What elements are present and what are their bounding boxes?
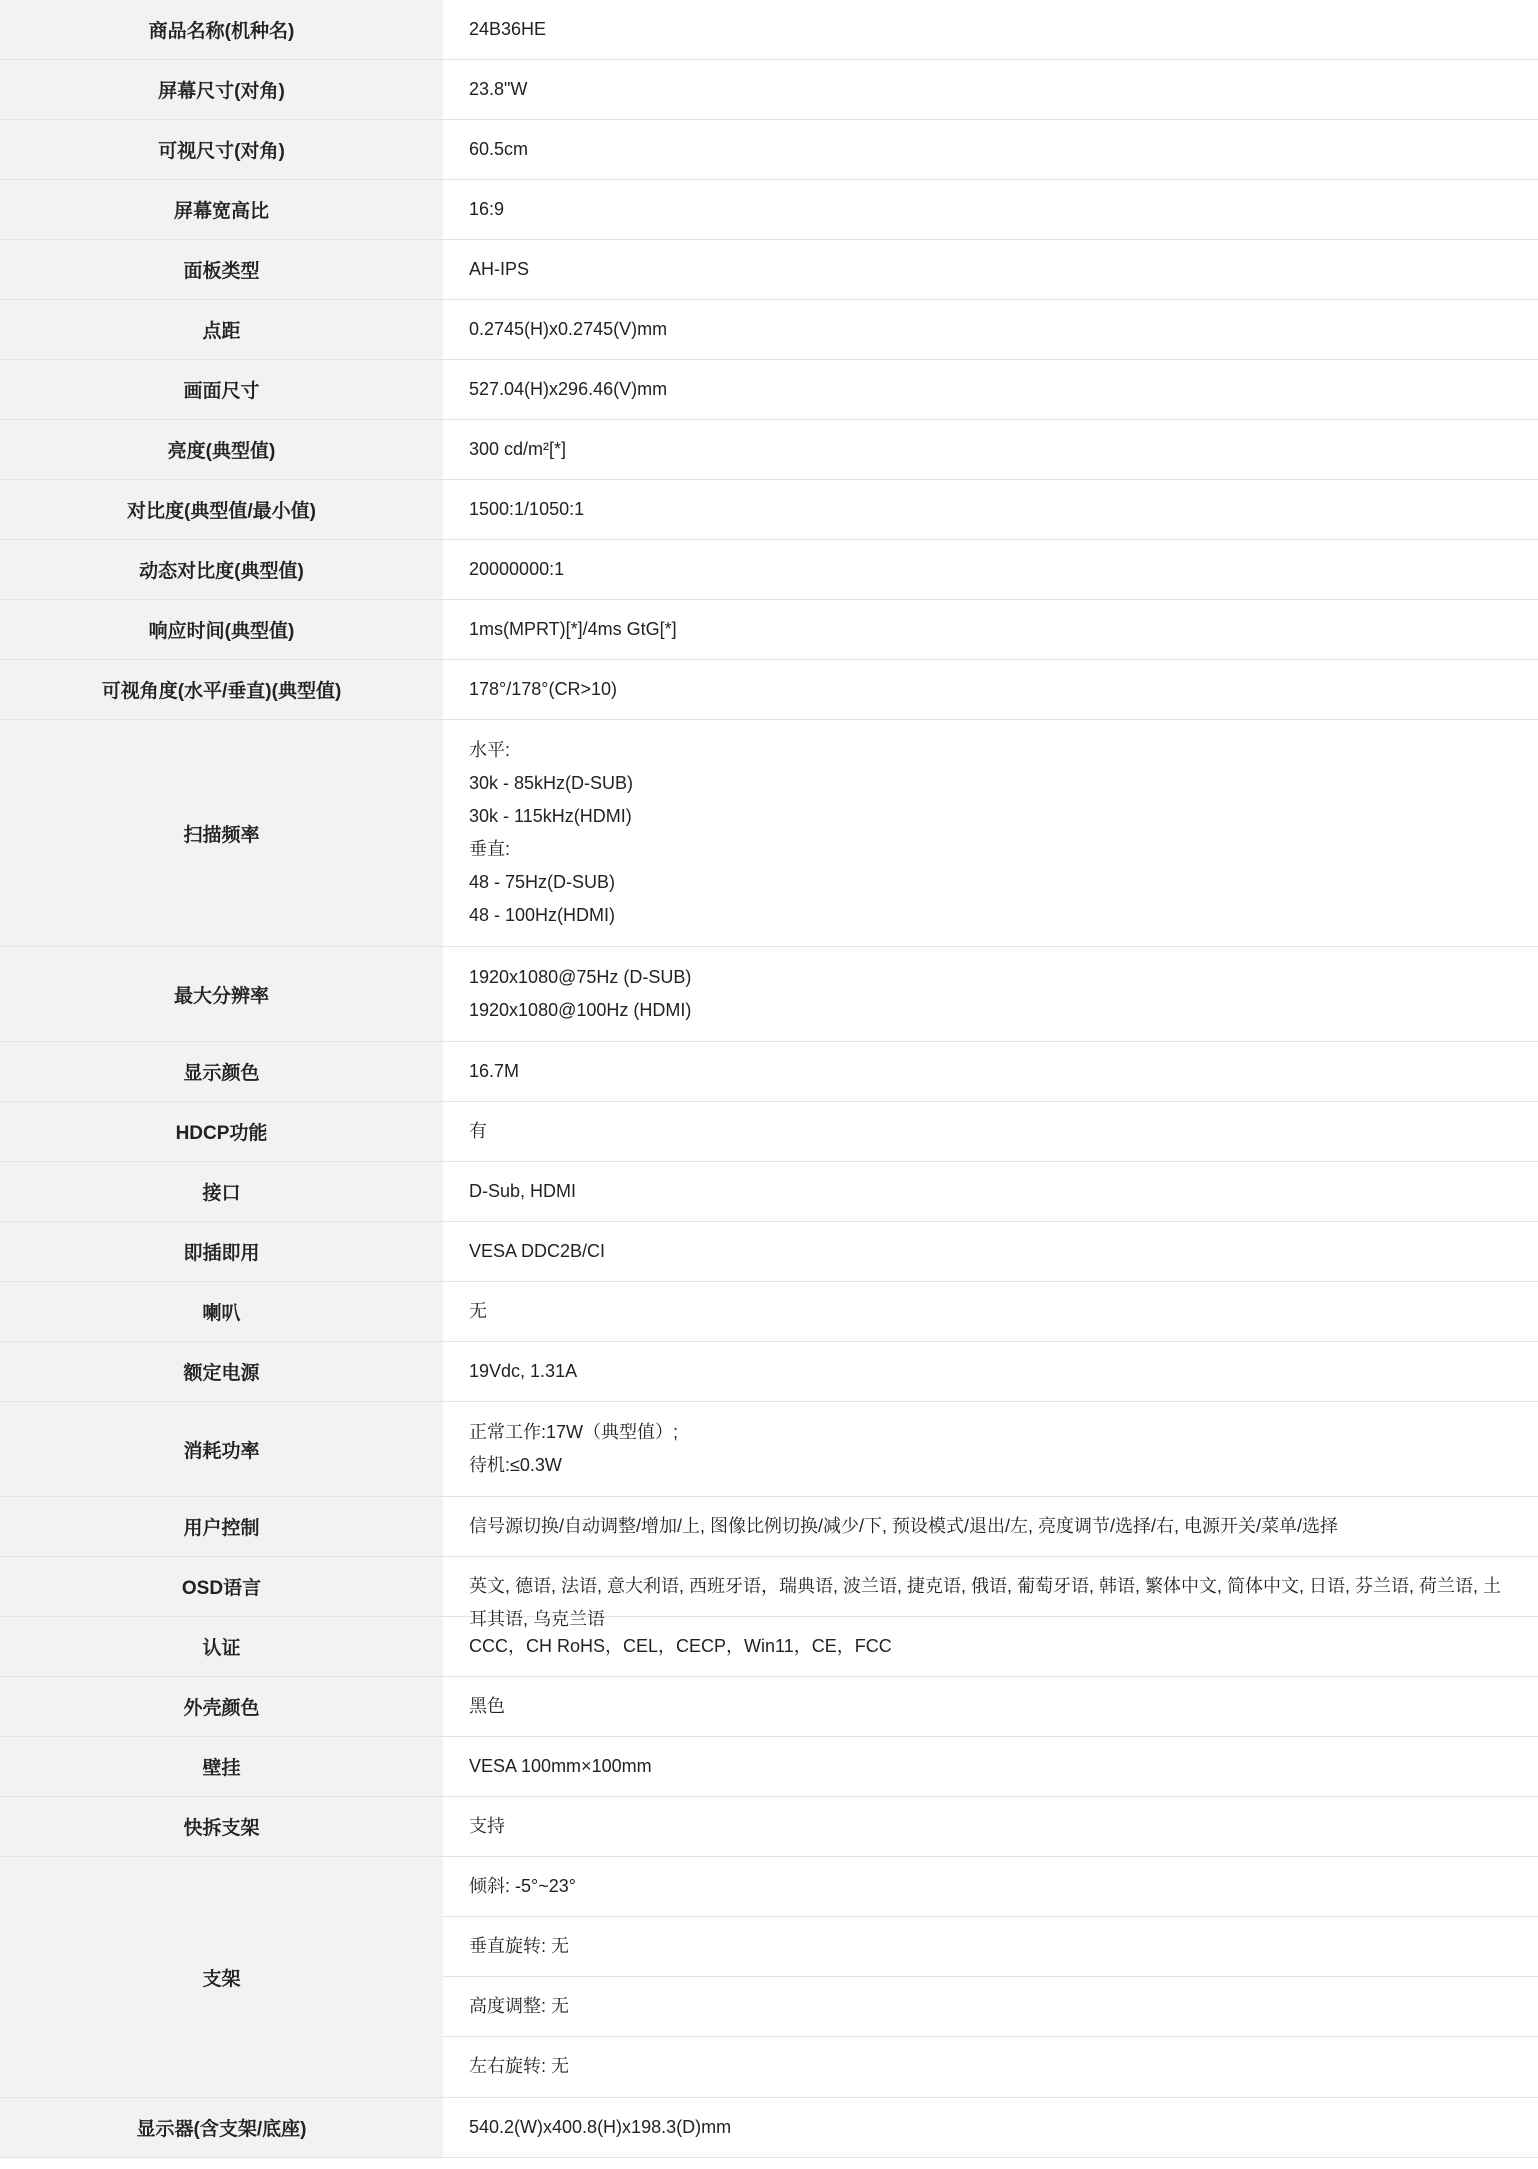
spec-value-line: 30k - 85kHz(D-SUB) — [469, 773, 634, 793]
spec-row-6 — [0, 360, 1538, 420]
spec-label: 外壳颜色 — [0, 1677, 443, 1736]
spec-label: 用户控制 — [0, 1497, 443, 1556]
spec-value-line: 信号源切换/自动调整/增加/上, 图像比例切换/减少/下, 预设模式/退出/左, 亮度调节/选择/右, 电源开关/菜单/选择 — [469, 1516, 1339, 1536]
spec-value-line: 待机:≤0.3W — [469, 1455, 562, 1475]
spec-value-line: D-Sub, HDMI — [469, 1181, 577, 1201]
spec-value — [443, 1677, 1538, 1736]
spec-row-12 — [0, 720, 1538, 947]
spec-value-line: 垂直: — [469, 839, 511, 859]
spec-value-line: 178°/178°(CR>10) — [469, 679, 617, 699]
stand-sub-item: 垂直旋转: 无 — [443, 1917, 1538, 1977]
spec-value-line: 0.2745(H)x0.2745(V)mm — [469, 319, 668, 339]
spec-value-line: CCC，CH RoHS，CEL，CECP，Win11，CE，FCC — [469, 1636, 892, 1656]
spec-label: 接口 — [0, 1162, 443, 1221]
spec-value-line: 1ms(MPRT)[*]/4ms GtG[*] — [469, 619, 677, 639]
spec-value-line: 英文, 德语, 法语, 意大利语, 西班牙语，瑞典语, 波兰语, 捷克语, 俄语, 葡萄牙语, 韩语, 繁体中文, 简体中文, 日语, 芬兰语, 荷兰语, 土耳其语, 乌克兰语 — [469, 1576, 1502, 1629]
spec-label: 可视角度(水平/垂直)(典型值) — [0, 660, 443, 719]
spec-value-line: 48 - 75Hz(D-SUB) — [469, 872, 616, 892]
spec-label: 最大分辨率 — [0, 947, 443, 1041]
spec-value — [443, 1402, 1538, 1496]
spec-value — [443, 1282, 1538, 1341]
spec-value-line: 支持 — [469, 1816, 505, 1836]
stand-sub-list — [443, 1857, 1538, 2097]
spec-value — [443, 1737, 1538, 1796]
spec-value — [443, 1557, 1538, 1629]
spec-label: 屏幕宽高比 — [0, 180, 443, 239]
spec-value-line: 正常工作:17W（典型值）; — [469, 1422, 679, 1442]
spec-value — [443, 1102, 1538, 1161]
spec-label: 商品名称(机种名) — [0, 0, 443, 59]
spec-value — [443, 180, 1538, 239]
spec-row-dimensions — [0, 2098, 1538, 2158]
spec-label: 显示器(含支架/底座) — [0, 2098, 443, 2157]
spec-row-22 — [0, 1557, 1538, 1629]
spec-label: 可视尺寸(对角) — [0, 120, 443, 179]
spec-row-4 — [0, 240, 1538, 300]
spec-value — [443, 1342, 1538, 1401]
spec-label: 支架 — [0, 1857, 443, 2097]
spec-label: 壁挂 — [0, 1737, 443, 1796]
spec-label: 快拆支架 — [0, 1797, 443, 1856]
spec-value-line: 20000000:1 — [469, 559, 565, 579]
spec-label: 认证 — [0, 1617, 443, 1676]
spec-row-1 — [0, 60, 1538, 120]
spec-row-stand — [0, 1857, 1538, 2098]
spec-value — [443, 0, 1538, 59]
spec-value-line: 1920x1080@75Hz (D-SUB) — [469, 967, 692, 987]
spec-value — [443, 480, 1538, 539]
spec-value-line: 1920x1080@100Hz (HDMI) — [469, 1000, 692, 1020]
spec-label: 亮度(典型值) — [0, 420, 443, 479]
stand-sub-item: 倾斜: -5°~23° — [443, 1857, 1538, 1917]
spec-label: 响应时间(典型值) — [0, 600, 443, 659]
spec-value — [443, 540, 1538, 599]
spec-row-11 — [0, 660, 1538, 720]
spec-value — [443, 120, 1538, 179]
spec-value-line: VESA 100mm×100mm — [469, 1756, 652, 1776]
stand-sub-item: 左右旋转: 无 — [469, 2056, 570, 2076]
spec-value-line: 30k - 115kHz(HDMI) — [469, 806, 632, 826]
spec-row-19 — [0, 1342, 1538, 1402]
spec-label: 点距 — [0, 300, 443, 359]
spec-label: HDCP功能 — [0, 1102, 443, 1161]
spec-value-line: 黑色 — [469, 1696, 505, 1716]
spec-value — [443, 720, 1538, 946]
spec-row-3 — [0, 180, 1538, 240]
spec-row-21 — [0, 1497, 1538, 1557]
spec-value-line: 60.5cm — [469, 139, 529, 159]
spec-value — [443, 240, 1538, 299]
spec-row-17 — [0, 1222, 1538, 1282]
spec-value-line: 19Vdc, 1.31A — [469, 1361, 578, 1381]
spec-value-line: 527.04(H)x296.46(V)mm — [469, 379, 668, 399]
spec-label: 即插即用 — [0, 1222, 443, 1281]
spec-value-line: 300 cd/m²[*] — [469, 439, 567, 459]
spec-value-line: 23.8"W — [469, 79, 528, 99]
spec-label: 喇叭 — [0, 1282, 443, 1341]
spec-value-line: VESA DDC2B/CI — [469, 1241, 606, 1261]
spec-row-13 — [0, 947, 1538, 1042]
spec-value — [443, 360, 1538, 419]
spec-value — [443, 420, 1538, 479]
spec-row-26 — [0, 1797, 1538, 1857]
spec-label: 面板类型 — [0, 240, 443, 299]
spec-row-7 — [0, 420, 1538, 480]
spec-label: OSD语言 — [0, 1557, 443, 1616]
spec-row-20 — [0, 1402, 1538, 1497]
spec-value — [443, 1042, 1538, 1101]
spec-label: 消耗功率 — [0, 1402, 443, 1496]
spec-row-0 — [0, 0, 1538, 60]
spec-value-line: 16.7M — [469, 1061, 520, 1081]
spec-value-line: 1500:1/1050:1 — [469, 499, 585, 519]
spec-row-25 — [0, 1737, 1538, 1797]
spec-row-10 — [0, 600, 1538, 660]
spec-value — [443, 600, 1538, 659]
spec-label: 画面尺寸 — [0, 360, 443, 419]
spec-value-line: 有 — [469, 1121, 487, 1141]
spec-value — [443, 1617, 1538, 1676]
spec-value — [443, 1162, 1538, 1221]
spec-row-15 — [0, 1102, 1538, 1162]
spec-label: 额定电源 — [0, 1342, 443, 1401]
spec-value-line: 48 - 100Hz(HDMI) — [469, 905, 616, 925]
spec-value — [443, 60, 1538, 119]
spec-label: 动态对比度(典型值) — [0, 540, 443, 599]
spec-value: 540.2(W)x400.8(H)x198.3(D)mm — [469, 2117, 732, 2137]
spec-value — [443, 1797, 1538, 1856]
spec-value — [443, 1222, 1538, 1281]
spec-label: 屏幕尺寸(对角) — [0, 60, 443, 119]
spec-value-line: 16:9 — [469, 199, 505, 219]
spec-label: 显示颜色 — [0, 1042, 443, 1101]
spec-row-14 — [0, 1042, 1538, 1102]
spec-row-5 — [0, 300, 1538, 360]
spec-value — [443, 660, 1538, 719]
spec-value — [443, 300, 1538, 359]
spec-row-16 — [0, 1162, 1538, 1222]
spec-row-8 — [0, 480, 1538, 540]
spec-label: 扫描频率 — [0, 720, 443, 946]
spec-value — [443, 947, 1538, 1041]
spec-row-18 — [0, 1282, 1538, 1342]
spec-row-2 — [0, 120, 1538, 180]
spec-value-line: 24B36HE — [469, 19, 547, 39]
stand-sub-item: 高度调整: 无 — [443, 1977, 1538, 2037]
spec-label: 对比度(典型值/最小值) — [0, 480, 443, 539]
spec-row-9 — [0, 540, 1538, 600]
spec-row-23 — [0, 1617, 1538, 1677]
spec-value-line: AH-IPS — [469, 259, 530, 279]
spec-value-line: 水平: — [469, 740, 511, 760]
spec-value-line: 无 — [469, 1301, 487, 1321]
spec-row-24 — [0, 1677, 1538, 1737]
spec-value — [443, 1497, 1538, 1556]
